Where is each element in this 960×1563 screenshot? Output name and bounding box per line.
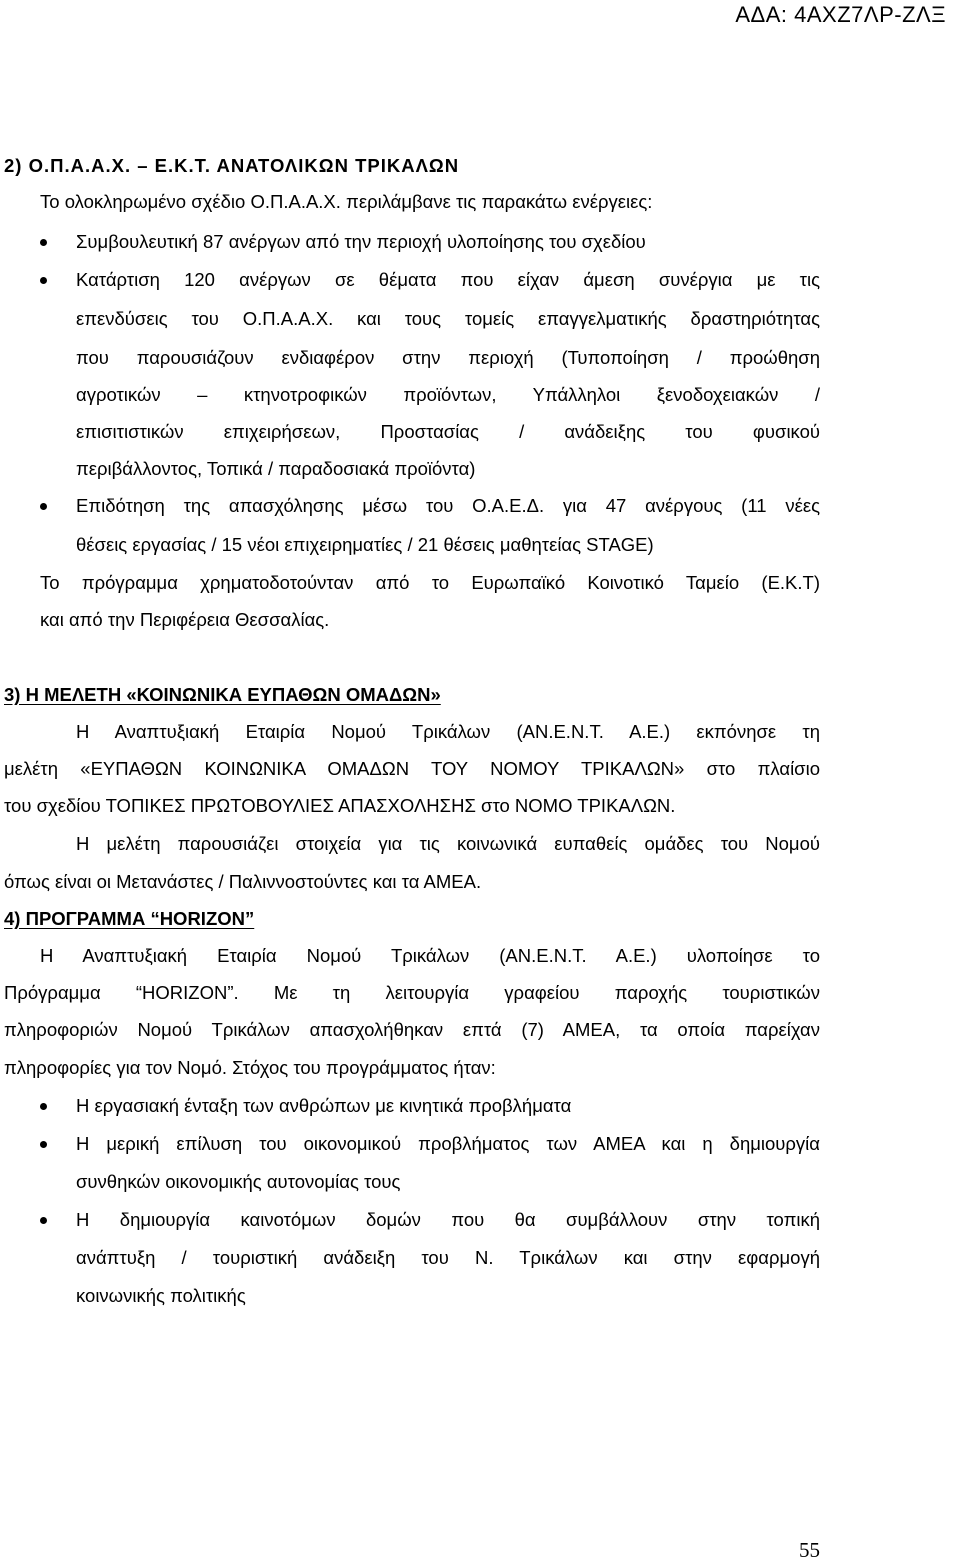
section-4-bullet-3-line: ανάπτυξη / τουριστική ανάδειξη του Ν. Τρικάλων και στην εφαρμογή (76, 1247, 820, 1268)
bullet-icon (40, 277, 47, 284)
bullet-icon (40, 1103, 47, 1110)
section-2-heading: 2) Ο.Π.Α.Α.Χ. – Ε.Κ.Τ. ΑΝΑΤΟΛΙΚΩΝ ΤΡΙΚΑΛΩΝ (4, 155, 460, 176)
section-3-paragraph-line: Η Αναπτυξιακή Εταιρία Νομού Τρικάλων (ΑΝ.Ε.Ν.Τ. Α.Ε.) εκπόνησε τη (76, 721, 820, 742)
section-2-bullet-2-line: που παρουσιάζουν ενδιαφέρον στην περιοχή (Τυποποίηση / προώθηση (76, 347, 820, 368)
bullet-icon (40, 239, 47, 246)
section-2-bullet-3-line: Επιδότηση της απασχόλησης μέσω του Ο.Α.Ε.Δ. για 47 ανέργους (11 νέες (76, 495, 820, 516)
bullet-icon (40, 503, 47, 510)
section-4-bullet-3-line: κοινωνικής πολιτικής (76, 1285, 246, 1306)
section-3-paragraph-line: μελέτη «ΕΥΠΑΘΩΝ ΚΟΙΝΩΝΙΚΑ ΟΜΑΔΩΝ ΤΟΥ ΝΟΜΟΥ ΤΡΙΚΑΛΩΝ» στο πλαίσιο (4, 758, 820, 779)
page-number: 55 (799, 1538, 820, 1562)
section-4-heading: 4) ΠΡΟΓΡΑΜΜΑ “HORIZON” (4, 908, 255, 929)
section-2-bullet-2-line: Κατάρτιση 120 ανέργων σε θέματα που είχαν άμεση συνέργια με τις (76, 269, 820, 290)
section-2-intro: Το ολοκληρωμένο σχέδιο Ο.Π.Α.Α.Χ. περιλάμβανε τις παρακάτω ενέργειες: (40, 191, 653, 212)
section-2-bullet-2-line: επισιτιστικών επιχειρήσεων, Προστασίας / ανάδειξης του φυσικού (76, 421, 820, 442)
section-4-bullet-1: Η εργασιακή ένταξη των ανθρώπων με κινητικά προβλήματα (76, 1095, 572, 1116)
bullet-icon (40, 1217, 47, 1224)
section-4-bullet-2-line: συνθηκών οικονομικής αυτονομίας τους (76, 1171, 401, 1192)
section-2-bullet-2-line: αγροτικών – κτηνοτροφικών προϊόντων, Υπάλληλοι ξενοδοχειακών / (76, 384, 820, 405)
section-3-heading: 3) Η ΜΕΛΕΤΗ «ΚΟΙΝΩΝΙΚΑ ΕΥΠΑΘΩΝ ΟΜΑΔΩΝ» (4, 684, 441, 705)
section-3-paragraph-line: όπως είναι οι Μετανάστες / Παλιννοστούντες και τα ΑΜΕΑ. (4, 871, 482, 892)
section-2-bullet-2-line: επενδύσεις του Ο.Π.Α.Α.Χ. και τους τομείς επαγγελματικής δραστηριότητας (76, 308, 820, 329)
bullet-icon (40, 1141, 47, 1148)
section-4-paragraph-line: Η Αναπτυξιακή Εταιρία Νομού Τρικάλων (ΑΝ.Ε.Ν.Τ. Α.Ε.) υλοποίησε το (40, 945, 820, 966)
section-4-paragraph-line: Πρόγραμμα “HORIZON”. Με τη λειτουργία γραφείου παροχής τουριστικών (4, 982, 820, 1003)
section-4-bullet-3-line: Η δημιουργία καινοτόμων δομών που θα συμβάλλουν στην τοπική (76, 1209, 820, 1230)
section-2-bullet-3-line: θέσεις εργασίας / 15 νέοι επιχειρηματίες / 21 θέσεις μαθητείας STAGE) (76, 534, 654, 555)
section-3-paragraph-line: του σχεδίου ΤΟΠΙΚΕΣ ΠΡΩΤΟΒΟΥΛΙΕΣ ΑΠΑΣΧΟΛΗΣΗΣ στο ΝΟΜΟ ΤΡΙΚΑΛΩΝ. (4, 795, 676, 816)
section-3-paragraph-line: Η μελέτη παρουσιάζει στοιχεία για τις κοινωνικά ευπαθείς ομάδες του Νομού (76, 833, 820, 854)
section-4-paragraph-line: πληροφοριών Νομού Τρικάλων απασχολήθηκαν επτά (7) ΑΜΕΑ, τα οποία παρείχαν (4, 1019, 820, 1040)
section-4-bullet-2-line: Η μερική επίλυση του οικονομικού προβλήματος των ΑΜΕΑ και η δημιουργία (76, 1133, 820, 1154)
section-2-funding-line: Το πρόγραμμα χρηματοδοτούνταν από το Ευρωπαϊκό Κοινοτικό Ταμείο (Ε.Κ.Τ) (40, 572, 820, 593)
section-2-bullet-1: Συμβουλευτική 87 ανέργων από την περιοχή υλοποίησης του σχεδίου (76, 231, 646, 252)
section-2-funding-line: και από την Περιφέρεια Θεσσαλίας. (40, 609, 330, 630)
ada-code: ΑΔΑ: 4ΑΧΖ7ΛΡ-ΖΛΞ (735, 2, 946, 27)
section-4-paragraph-line: πληροφορίες για τον Νομό. Στόχος του προγράμματος ήταν: (4, 1057, 496, 1078)
section-2-bullet-2-line: περιβάλλοντος, Τοπικά / παραδοσιακά προϊόντα) (76, 458, 476, 479)
